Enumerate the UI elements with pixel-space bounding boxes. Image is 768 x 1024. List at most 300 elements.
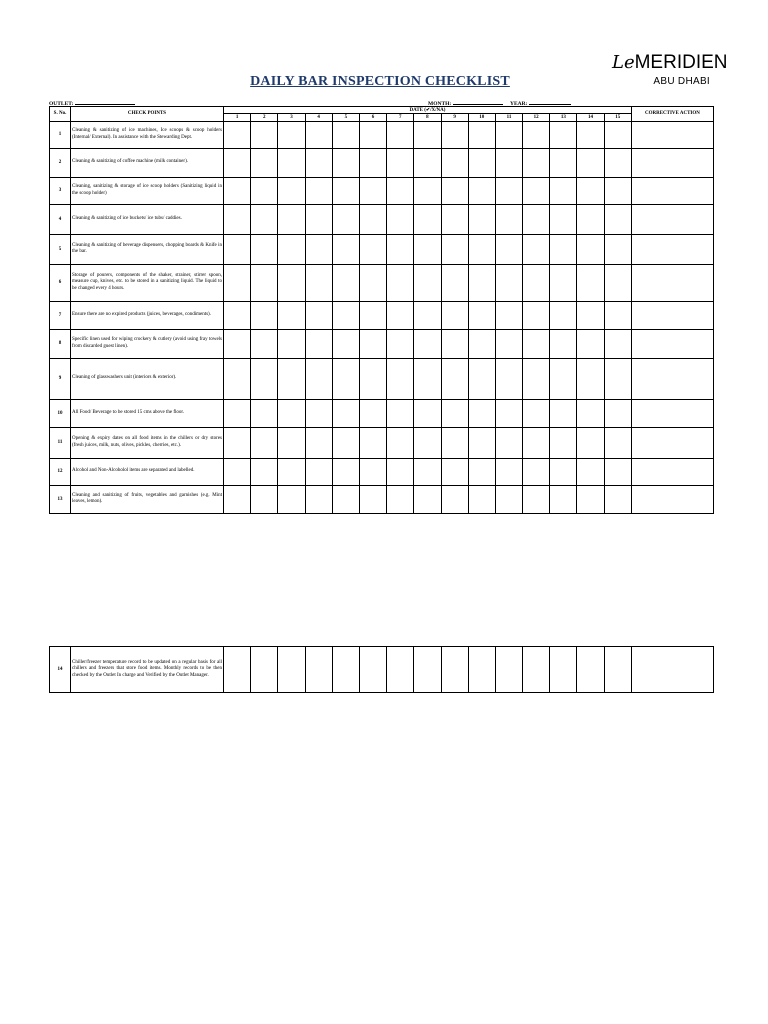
day-check-cell[interactable] bbox=[414, 358, 441, 399]
day-check-cell[interactable] bbox=[441, 329, 468, 358]
outlet-label: OUTLET: bbox=[49, 101, 74, 107]
day-check-cell[interactable] bbox=[251, 358, 278, 399]
day-check-cell[interactable] bbox=[604, 234, 631, 264]
day-check-cell[interactable] bbox=[278, 148, 305, 177]
check-point-text: Chiller/freezer temperature record to be updated on a regular basis for all chillers and freezers that store food items. Monthly records to be then checked by the Outlet In charge and Verified by the Outlet Manager. bbox=[71, 647, 224, 693]
day-header: 4 bbox=[305, 114, 332, 122]
day-check-cell[interactable] bbox=[414, 264, 441, 301]
logo-brand bbox=[612, 52, 728, 75]
day-check-cell[interactable] bbox=[495, 264, 522, 301]
day-check-cell[interactable] bbox=[550, 121, 577, 148]
check-point-text: Opening & expiry dates on all food items in the chillers or dry stores (fresh juices, milk, nuts, olives, pickles, cherries, etc.). bbox=[71, 427, 224, 458]
day-check-cell[interactable] bbox=[278, 647, 305, 693]
header-row bbox=[50, 107, 714, 114]
day-check-cell[interactable] bbox=[278, 264, 305, 301]
day-check-cell[interactable] bbox=[495, 329, 522, 358]
day-check-cell[interactable] bbox=[359, 177, 386, 204]
day-check-cell[interactable] bbox=[441, 358, 468, 399]
day-check-cell[interactable] bbox=[251, 204, 278, 234]
checklist-row bbox=[50, 177, 714, 204]
day-check-cell[interactable] bbox=[414, 148, 441, 177]
check-point-text: All Food/ Beverage to be stored 15 cms above the floor. bbox=[71, 399, 224, 427]
day-check-cell[interactable] bbox=[332, 485, 359, 513]
row-number: 13 bbox=[50, 485, 71, 513]
month-label: MONTH: bbox=[428, 101, 452, 107]
day-check-cell[interactable] bbox=[224, 358, 251, 399]
day-check-cell[interactable] bbox=[278, 399, 305, 427]
day-check-cell[interactable] bbox=[495, 358, 522, 399]
day-check-cell[interactable] bbox=[577, 358, 604, 399]
day-check-cell[interactable] bbox=[577, 234, 604, 264]
corrective-action-cell[interactable] bbox=[631, 399, 713, 427]
day-check-cell[interactable] bbox=[332, 177, 359, 204]
day-check-cell[interactable] bbox=[441, 264, 468, 301]
day-check-cell[interactable] bbox=[305, 329, 332, 358]
day-check-cell[interactable] bbox=[468, 358, 495, 399]
day-check-cell[interactable] bbox=[577, 121, 604, 148]
day-check-cell[interactable] bbox=[523, 264, 550, 301]
check-point-text: Alcohol and Non-Alcoholol items are separated and labelled. bbox=[71, 458, 224, 485]
check-point-text: Cleaning, sanitizing & storage of ice scoop holders (Sanitizing liquid in the scoop holder) bbox=[71, 177, 224, 204]
day-check-cell[interactable] bbox=[278, 485, 305, 513]
day-check-cell[interactable] bbox=[523, 148, 550, 177]
corrective-action-cell[interactable] bbox=[631, 234, 713, 264]
day-header: 3 bbox=[278, 114, 305, 122]
day-check-cell[interactable] bbox=[441, 234, 468, 264]
day-check-cell[interactable] bbox=[332, 148, 359, 177]
day-check-cell[interactable] bbox=[550, 427, 577, 458]
day-check-cell[interactable] bbox=[305, 177, 332, 204]
page-title: DAILY BAR INSPECTION CHECKLIST bbox=[250, 74, 510, 89]
corrective-action-header: CORRECTIVE ACTION bbox=[631, 107, 713, 122]
day-check-cell[interactable] bbox=[332, 358, 359, 399]
day-check-cell[interactable] bbox=[468, 234, 495, 264]
checklist-row bbox=[50, 485, 714, 513]
day-header: 1 bbox=[224, 114, 251, 122]
day-check-cell[interactable] bbox=[468, 647, 495, 693]
day-check-cell[interactable] bbox=[604, 264, 631, 301]
day-check-cell[interactable] bbox=[550, 329, 577, 358]
day-check-cell[interactable] bbox=[604, 148, 631, 177]
day-check-cell[interactable] bbox=[278, 204, 305, 234]
day-check-cell[interactable] bbox=[577, 399, 604, 427]
day-check-cell[interactable] bbox=[523, 647, 550, 693]
day-check-cell[interactable] bbox=[387, 204, 414, 234]
day-check-cell[interactable] bbox=[523, 485, 550, 513]
day-check-cell[interactable] bbox=[550, 204, 577, 234]
day-check-cell[interactable] bbox=[387, 264, 414, 301]
day-check-cell[interactable] bbox=[577, 647, 604, 693]
checklist-row bbox=[50, 301, 714, 329]
day-check-cell[interactable] bbox=[305, 234, 332, 264]
day-check-cell[interactable] bbox=[251, 264, 278, 301]
day-check-cell[interactable] bbox=[305, 485, 332, 513]
year-label: YEAR: bbox=[510, 101, 528, 107]
day-check-cell[interactable] bbox=[305, 647, 332, 693]
day-check-cell[interactable] bbox=[523, 301, 550, 329]
day-check-cell[interactable] bbox=[441, 121, 468, 148]
day-header: 9 bbox=[441, 114, 468, 122]
day-check-cell[interactable] bbox=[251, 427, 278, 458]
day-check-cell[interactable] bbox=[495, 121, 522, 148]
day-check-cell[interactable] bbox=[224, 177, 251, 204]
day-check-cell[interactable] bbox=[305, 458, 332, 485]
day-check-cell[interactable] bbox=[604, 301, 631, 329]
day-check-cell[interactable] bbox=[387, 177, 414, 204]
day-check-cell[interactable] bbox=[278, 121, 305, 148]
day-check-cell[interactable] bbox=[468, 427, 495, 458]
day-check-cell[interactable] bbox=[332, 234, 359, 264]
row-number: 1 bbox=[50, 121, 71, 148]
day-check-cell[interactable] bbox=[224, 121, 251, 148]
corrective-action-cell[interactable] bbox=[631, 264, 713, 301]
day-header: 15 bbox=[604, 114, 631, 122]
day-check-cell[interactable] bbox=[550, 358, 577, 399]
day-check-cell[interactable] bbox=[495, 177, 522, 204]
day-check-cell[interactable] bbox=[414, 204, 441, 234]
checklist-row bbox=[50, 121, 714, 148]
day-check-cell[interactable] bbox=[604, 427, 631, 458]
day-check-cell[interactable] bbox=[332, 458, 359, 485]
day-check-cell[interactable] bbox=[604, 485, 631, 513]
day-check-cell[interactable] bbox=[495, 458, 522, 485]
corrective-action-cell[interactable] bbox=[631, 121, 713, 148]
day-check-cell[interactable] bbox=[577, 148, 604, 177]
corrective-action-cell[interactable] bbox=[631, 485, 713, 513]
check-point-text: Specific linen used for wiping crockery & cutlery (avoid using fray towels from discarded guest linen). bbox=[71, 329, 224, 358]
day-check-cell[interactable] bbox=[550, 234, 577, 264]
day-check-cell[interactable] bbox=[604, 399, 631, 427]
day-check-cell[interactable] bbox=[224, 301, 251, 329]
corrective-action-cell[interactable] bbox=[631, 358, 713, 399]
day-check-cell[interactable] bbox=[577, 329, 604, 358]
day-check-cell[interactable] bbox=[577, 177, 604, 204]
day-check-cell[interactable] bbox=[387, 121, 414, 148]
day-check-cell[interactable] bbox=[387, 329, 414, 358]
day-check-cell[interactable] bbox=[495, 301, 522, 329]
logo-city: ABU DHABI bbox=[653, 76, 710, 87]
day-check-cell[interactable] bbox=[251, 301, 278, 329]
day-check-cell[interactable] bbox=[305, 301, 332, 329]
day-check-cell[interactable] bbox=[387, 301, 414, 329]
day-check-cell[interactable] bbox=[468, 301, 495, 329]
corrective-action-cell[interactable] bbox=[631, 458, 713, 485]
outlet-blank bbox=[75, 99, 135, 105]
day-check-cell[interactable] bbox=[387, 458, 414, 485]
day-check-cell[interactable] bbox=[332, 264, 359, 301]
day-check-cell[interactable] bbox=[251, 121, 278, 148]
day-check-cell[interactable] bbox=[523, 329, 550, 358]
day-check-cell[interactable] bbox=[550, 647, 577, 693]
day-check-cell[interactable] bbox=[305, 358, 332, 399]
day-check-cell[interactable] bbox=[224, 485, 251, 513]
day-header: 6 bbox=[359, 114, 386, 122]
row-number: 6 bbox=[50, 264, 71, 301]
day-check-cell[interactable] bbox=[224, 399, 251, 427]
day-check-cell[interactable] bbox=[359, 458, 386, 485]
day-check-cell[interactable] bbox=[604, 204, 631, 234]
day-check-cell[interactable] bbox=[332, 647, 359, 693]
day-header: 12 bbox=[523, 114, 550, 122]
date-header: DATE (✔/X/NA) bbox=[224, 107, 632, 114]
day-check-cell[interactable] bbox=[550, 301, 577, 329]
day-check-cell[interactable] bbox=[359, 399, 386, 427]
day-check-cell[interactable] bbox=[359, 329, 386, 358]
day-check-cell[interactable] bbox=[468, 264, 495, 301]
day-check-cell[interactable] bbox=[577, 458, 604, 485]
day-check-cell[interactable] bbox=[441, 399, 468, 427]
day-check-cell[interactable] bbox=[495, 204, 522, 234]
day-check-cell[interactable] bbox=[441, 427, 468, 458]
day-check-cell[interactable] bbox=[224, 234, 251, 264]
day-check-cell[interactable] bbox=[278, 358, 305, 399]
checklist-table bbox=[49, 106, 714, 514]
day-check-cell[interactable] bbox=[359, 264, 386, 301]
day-check-cell[interactable] bbox=[495, 427, 522, 458]
day-check-cell[interactable] bbox=[577, 427, 604, 458]
corrective-action-cell[interactable] bbox=[631, 204, 713, 234]
row-number: 14 bbox=[50, 647, 71, 693]
day-check-cell[interactable] bbox=[414, 177, 441, 204]
day-check-cell[interactable] bbox=[251, 647, 278, 693]
day-check-cell[interactable] bbox=[414, 647, 441, 693]
day-check-cell[interactable] bbox=[414, 234, 441, 264]
check-point-text: Cleaning & sanitizing of ice buckets/ ice tubs/ caddies. bbox=[71, 204, 224, 234]
check-point-text: Cleaning & sanitizing of coffee machine (milk container). bbox=[71, 148, 224, 177]
day-check-cell[interactable] bbox=[278, 458, 305, 485]
day-check-cell[interactable] bbox=[604, 358, 631, 399]
day-check-cell[interactable] bbox=[414, 329, 441, 358]
day-check-cell[interactable] bbox=[441, 204, 468, 234]
sno-header: S. No. bbox=[50, 107, 71, 122]
day-check-cell[interactable] bbox=[441, 301, 468, 329]
checklist-row bbox=[50, 204, 714, 234]
day-check-cell[interactable] bbox=[604, 647, 631, 693]
day-check-cell[interactable] bbox=[332, 399, 359, 427]
day-check-cell[interactable] bbox=[305, 264, 332, 301]
day-check-cell[interactable] bbox=[414, 121, 441, 148]
day-check-cell[interactable] bbox=[359, 204, 386, 234]
row-number: 10 bbox=[50, 399, 71, 427]
day-check-cell[interactable] bbox=[468, 204, 495, 234]
check-points-header: CHECK POINTS bbox=[71, 107, 224, 122]
day-check-cell[interactable] bbox=[523, 358, 550, 399]
day-check-cell[interactable] bbox=[468, 485, 495, 513]
day-check-cell[interactable] bbox=[332, 204, 359, 234]
day-header: 2 bbox=[251, 114, 278, 122]
day-header: 8 bbox=[414, 114, 441, 122]
day-check-cell[interactable] bbox=[468, 148, 495, 177]
day-check-cell[interactable] bbox=[414, 399, 441, 427]
day-check-cell[interactable] bbox=[550, 148, 577, 177]
day-check-cell[interactable] bbox=[387, 148, 414, 177]
day-check-cell[interactable] bbox=[550, 177, 577, 204]
day-check-cell[interactable] bbox=[305, 121, 332, 148]
day-check-cell[interactable] bbox=[224, 427, 251, 458]
day-check-cell[interactable] bbox=[387, 399, 414, 427]
day-check-cell[interactable] bbox=[414, 301, 441, 329]
day-check-cell[interactable] bbox=[468, 458, 495, 485]
checklist-row bbox=[50, 427, 714, 458]
day-check-cell[interactable] bbox=[387, 427, 414, 458]
day-header: 14 bbox=[577, 114, 604, 122]
day-check-cell[interactable] bbox=[387, 234, 414, 264]
day-check-cell[interactable] bbox=[332, 427, 359, 458]
day-check-cell[interactable] bbox=[468, 399, 495, 427]
day-check-cell[interactable] bbox=[495, 399, 522, 427]
day-check-cell[interactable] bbox=[332, 329, 359, 358]
day-check-cell[interactable] bbox=[577, 264, 604, 301]
corrective-action-cell[interactable] bbox=[631, 148, 713, 177]
day-check-cell[interactable] bbox=[359, 121, 386, 148]
day-check-cell[interactable] bbox=[468, 329, 495, 358]
checklist-row bbox=[50, 329, 714, 358]
day-header: 11 bbox=[495, 114, 522, 122]
day-check-cell[interactable] bbox=[550, 399, 577, 427]
day-check-cell[interactable] bbox=[305, 204, 332, 234]
day-header: 10 bbox=[468, 114, 495, 122]
day-check-cell[interactable] bbox=[224, 264, 251, 301]
day-check-cell[interactable] bbox=[441, 458, 468, 485]
day-check-cell[interactable] bbox=[414, 485, 441, 513]
day-check-cell[interactable] bbox=[387, 485, 414, 513]
day-check-cell[interactable] bbox=[278, 234, 305, 264]
checklist-row bbox=[50, 358, 714, 399]
checklist-row bbox=[50, 234, 714, 264]
day-check-cell[interactable] bbox=[523, 399, 550, 427]
day-check-cell[interactable] bbox=[387, 358, 414, 399]
checklist-row bbox=[50, 647, 714, 693]
day-check-cell[interactable] bbox=[441, 148, 468, 177]
day-check-cell[interactable] bbox=[495, 234, 522, 264]
day-check-cell[interactable] bbox=[224, 204, 251, 234]
row-number: 8 bbox=[50, 329, 71, 358]
year-blank bbox=[529, 99, 571, 105]
month-blank bbox=[453, 99, 503, 105]
checklist-row bbox=[50, 264, 714, 301]
check-point-text: Storage of pourers, components of the shaker, strainer, stirrer spoon, measure cup, knives, etc. to be stored in a sanitizing liquid. The liquid to be changed every 4 hours. bbox=[71, 264, 224, 301]
day-check-cell[interactable] bbox=[251, 329, 278, 358]
day-check-cell[interactable] bbox=[604, 121, 631, 148]
corrective-action-cell[interactable] bbox=[631, 177, 713, 204]
day-check-cell[interactable] bbox=[523, 458, 550, 485]
day-check-cell[interactable] bbox=[251, 177, 278, 204]
day-header: 13 bbox=[550, 114, 577, 122]
check-point-text: Cleaning and sanitizing of fruits, vegetables and garnishes (e.g. Mint leaves, lemon). bbox=[71, 485, 224, 513]
day-check-cell[interactable] bbox=[523, 234, 550, 264]
day-check-cell[interactable] bbox=[224, 329, 251, 358]
day-check-cell[interactable] bbox=[523, 177, 550, 204]
day-header: 5 bbox=[332, 114, 359, 122]
day-check-cell[interactable] bbox=[224, 647, 251, 693]
day-check-cell[interactable] bbox=[495, 485, 522, 513]
day-check-cell[interactable] bbox=[278, 177, 305, 204]
corrective-action-cell[interactable] bbox=[631, 427, 713, 458]
day-check-cell[interactable] bbox=[278, 301, 305, 329]
day-check-cell[interactable] bbox=[359, 485, 386, 513]
day-check-cell[interactable] bbox=[251, 458, 278, 485]
day-check-cell[interactable] bbox=[251, 148, 278, 177]
day-check-cell[interactable] bbox=[305, 148, 332, 177]
day-check-cell[interactable] bbox=[359, 148, 386, 177]
day-check-cell[interactable] bbox=[523, 427, 550, 458]
row-number: 7 bbox=[50, 301, 71, 329]
day-check-cell[interactable] bbox=[278, 427, 305, 458]
day-check-cell[interactable] bbox=[251, 399, 278, 427]
day-check-cell[interactable] bbox=[468, 177, 495, 204]
checklist-row bbox=[50, 399, 714, 427]
day-check-cell[interactable] bbox=[550, 485, 577, 513]
corrective-action-cell[interactable] bbox=[631, 329, 713, 358]
day-check-cell[interactable] bbox=[251, 234, 278, 264]
day-check-cell[interactable] bbox=[604, 458, 631, 485]
day-check-cell[interactable] bbox=[441, 647, 468, 693]
day-check-cell[interactable] bbox=[577, 204, 604, 234]
day-check-cell[interactable] bbox=[441, 177, 468, 204]
day-check-cell[interactable] bbox=[523, 204, 550, 234]
temperature-record-table bbox=[49, 646, 714, 693]
day-check-cell[interactable] bbox=[359, 234, 386, 264]
day-check-cell[interactable] bbox=[278, 329, 305, 358]
day-check-cell[interactable] bbox=[604, 329, 631, 358]
day-check-cell[interactable] bbox=[468, 121, 495, 148]
corrective-action-cell[interactable] bbox=[631, 301, 713, 329]
day-check-cell[interactable] bbox=[414, 458, 441, 485]
day-check-cell[interactable] bbox=[523, 121, 550, 148]
day-check-cell[interactable] bbox=[332, 121, 359, 148]
logo-name: MERIDIEN bbox=[634, 52, 728, 73]
check-point-text: Ensure there are no expired products (juices, beverages, condiments). bbox=[71, 301, 224, 329]
checklist-row bbox=[50, 148, 714, 177]
day-check-cell[interactable] bbox=[495, 148, 522, 177]
row-number: 11 bbox=[50, 427, 71, 458]
day-check-cell[interactable] bbox=[359, 427, 386, 458]
day-check-cell[interactable] bbox=[495, 647, 522, 693]
row-number: 2 bbox=[50, 148, 71, 177]
day-check-cell[interactable] bbox=[604, 177, 631, 204]
day-check-cell[interactable] bbox=[550, 264, 577, 301]
day-check-cell[interactable] bbox=[577, 485, 604, 513]
check-point-text: Cleaning of glasswashers unit (interiors & exterior). bbox=[71, 358, 224, 399]
day-check-cell[interactable] bbox=[359, 358, 386, 399]
day-check-cell[interactable] bbox=[359, 301, 386, 329]
row-number: 3 bbox=[50, 177, 71, 204]
le-meridien-logo bbox=[612, 52, 728, 92]
row-number: 9 bbox=[50, 358, 71, 399]
row-number: 4 bbox=[50, 204, 71, 234]
day-check-cell[interactable] bbox=[414, 427, 441, 458]
corrective-action-cell[interactable] bbox=[631, 647, 713, 693]
row-number: 12 bbox=[50, 458, 71, 485]
day-check-cell[interactable] bbox=[251, 485, 278, 513]
check-point-text: Cleaning & sanitizing of beverage dispensers, chopping boards & Knife in the bar. bbox=[71, 234, 224, 264]
day-check-cell[interactable] bbox=[305, 399, 332, 427]
day-check-cell[interactable] bbox=[387, 647, 414, 693]
day-check-cell[interactable] bbox=[359, 647, 386, 693]
day-check-cell[interactable] bbox=[305, 427, 332, 458]
day-header: 7 bbox=[387, 114, 414, 122]
row-number: 5 bbox=[50, 234, 71, 264]
day-check-cell[interactable] bbox=[550, 458, 577, 485]
day-check-cell[interactable] bbox=[332, 301, 359, 329]
checklist-row bbox=[50, 458, 714, 485]
day-check-cell[interactable] bbox=[224, 458, 251, 485]
check-point-text: Cleaning & sanitizing of ice machines, Ice scoops & scoop holders (Internal/ External). In assistance with the Stewarding Dept. bbox=[71, 121, 224, 148]
day-check-cell[interactable] bbox=[577, 301, 604, 329]
day-check-cell[interactable] bbox=[441, 485, 468, 513]
day-check-cell[interactable] bbox=[224, 148, 251, 177]
logo-script-prefix: Le bbox=[612, 52, 635, 73]
